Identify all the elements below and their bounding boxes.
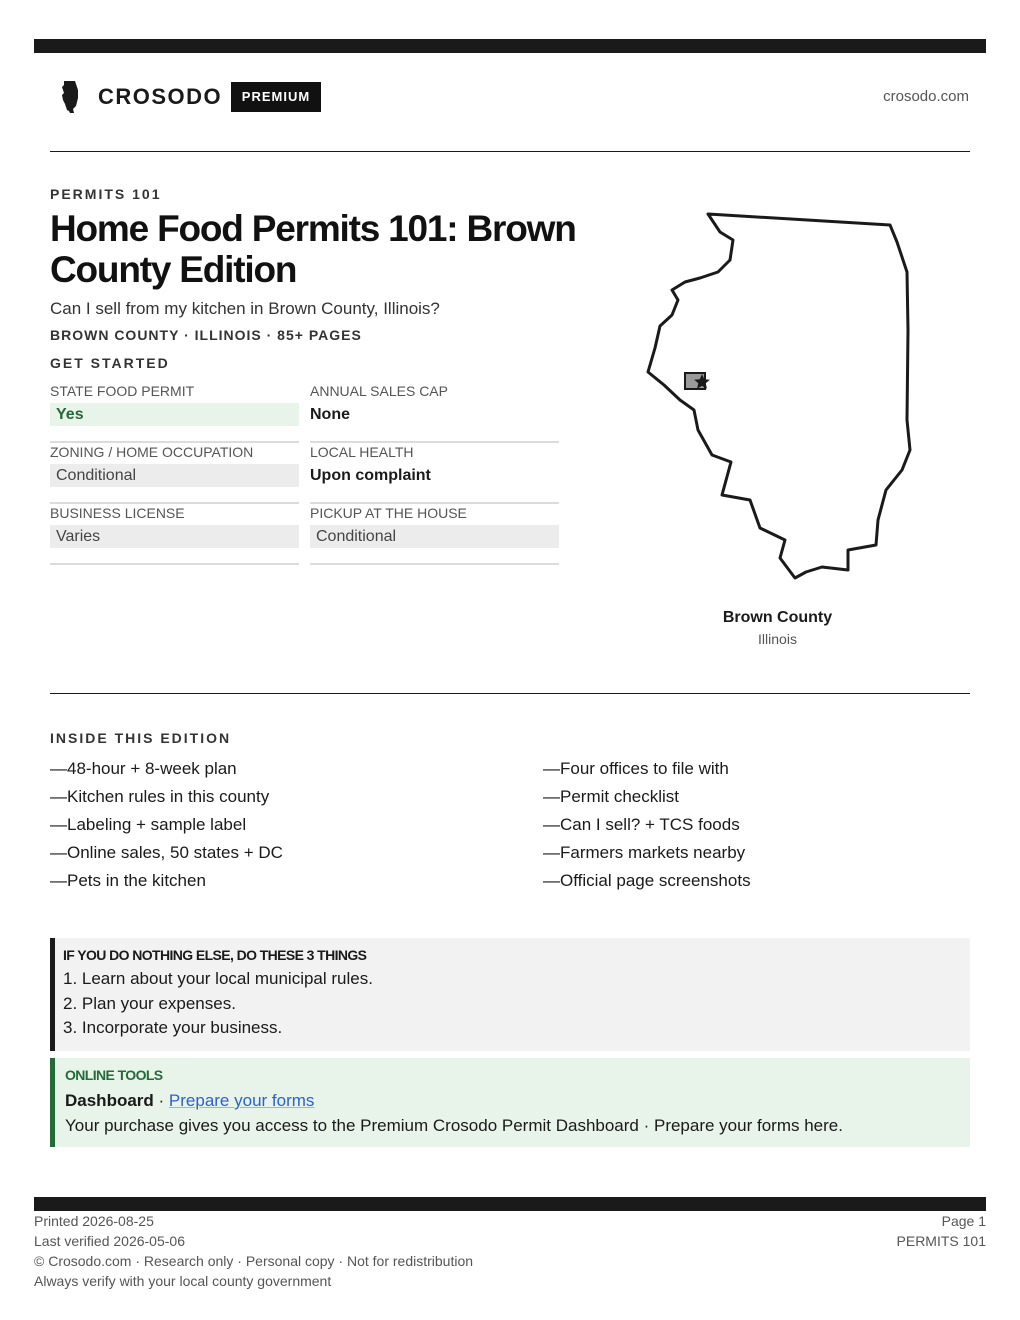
list-item: —48-hour + 8-week plan (50, 759, 237, 778)
online-tools-description: Your purchase gives you access to the Premium Crosodo Permit Dashboard · Prepare your forms here. (65, 1116, 843, 1135)
list-item: —Four offices to file with (543, 759, 729, 778)
inside-edition-heading: INSIDE THIS EDITION (50, 730, 232, 746)
fact-value: Varies (50, 525, 299, 548)
illinois-map (640, 205, 920, 585)
fact-label: PICKUP AT THE HOUSE (310, 505, 467, 521)
list-item: —Labeling + sample label (50, 815, 247, 834)
map-state-label: Illinois (758, 631, 797, 647)
fact-business-license (50, 504, 299, 565)
list-item: —Pets in the kitchen (50, 871, 206, 890)
contents-list-right (543, 758, 751, 898)
list-item: 1. Learn about your local municipal rules. (63, 969, 373, 988)
list-item: —Can I sell? + TCS foods (543, 815, 740, 834)
list-item: 2. Plan your expenses. (63, 993, 236, 1013)
verify-note: Always verify with your local county government (34, 1273, 332, 1289)
list-item: —Kitchen rules in this county (50, 787, 270, 806)
list-item: 3. Incorporate your business. (63, 1018, 283, 1037)
callout-title: IF YOU DO NOTHING ELSE, DO THESE 3 THINGS (63, 947, 367, 963)
fact-label: STATE FOOD PERMIT (50, 383, 195, 399)
dashboard-label: Dashboard (65, 1091, 154, 1110)
edition-meta: BROWN COUNTY · ILLINOIS · 85+ PAGES (50, 327, 362, 343)
map-county-label: Brown County (722, 609, 833, 626)
verified-date: Last verified 2026-05-06 (34, 1233, 185, 1249)
page-subtitle: Can I sell from my kitchen in Brown County, Illinois? (50, 299, 440, 318)
top-bar (34, 39, 986, 53)
fact-annual-sales-cap (310, 382, 559, 443)
get-started-heading: GET STARTED (50, 355, 170, 371)
separator: · (153, 1091, 169, 1110)
section-kicker: PERMITS 101 (50, 186, 162, 202)
three-things-list (63, 967, 970, 1041)
prepare-forms-link[interactable]: Prepare your forms (168, 1091, 315, 1110)
fact-label: LOCAL HEALTH (310, 444, 414, 460)
callout-title: ONLINE TOOLS (65, 1067, 163, 1083)
list-item: —Farmers markets nearby (543, 843, 746, 862)
list-item: —Permit checklist (543, 787, 680, 806)
list-item: —Official page screenshots (543, 871, 751, 890)
fact-label: ANNUAL SALES CAP (310, 383, 448, 399)
site-url[interactable]: crosodo.com (883, 88, 969, 105)
contents-list-left (50, 758, 283, 898)
illinois-outline (648, 214, 910, 578)
three-things-callout (50, 938, 970, 1051)
footer-bar (34, 1197, 986, 1211)
section-divider (50, 693, 970, 694)
online-tools-callout (50, 1058, 970, 1147)
fact-zoning-home-occupation (50, 443, 299, 504)
fact-label: ZONING / HOME OCCUPATION (50, 444, 254, 460)
fact-local-health (310, 443, 559, 504)
footer-section: PERMITS 101 (896, 1233, 986, 1249)
fact-value: Upon complaint (310, 467, 431, 484)
illinois-state-silhouette-icon (60, 80, 82, 114)
page-title: Home Food Permits 101: Brown County Edition (50, 208, 576, 290)
fact-value: Conditional (50, 464, 299, 487)
copyright-notice: © Crosodo.com · Research only · Personal copy · Not for redistribution (34, 1253, 474, 1269)
fact-label: BUSINESS LICENSE (50, 505, 185, 521)
fact-value: None (310, 406, 350, 423)
list-item: —Online sales, 50 states + DC (50, 843, 283, 862)
printed-date: Printed 2026-08-25 (34, 1213, 154, 1229)
dashboard-row (65, 1087, 970, 1114)
brand-name: CROSODO (98, 84, 223, 109)
fact-value: Yes (50, 403, 299, 426)
premium-badge: PREMIUM (231, 82, 321, 112)
fact-state-food-permit (50, 382, 299, 443)
fact-pickup-at-house (310, 504, 559, 565)
fact-value: Conditional (310, 525, 559, 548)
page-number: Page 1 (941, 1213, 986, 1229)
header-divider (50, 151, 970, 152)
permit-facts-grid (50, 382, 559, 565)
